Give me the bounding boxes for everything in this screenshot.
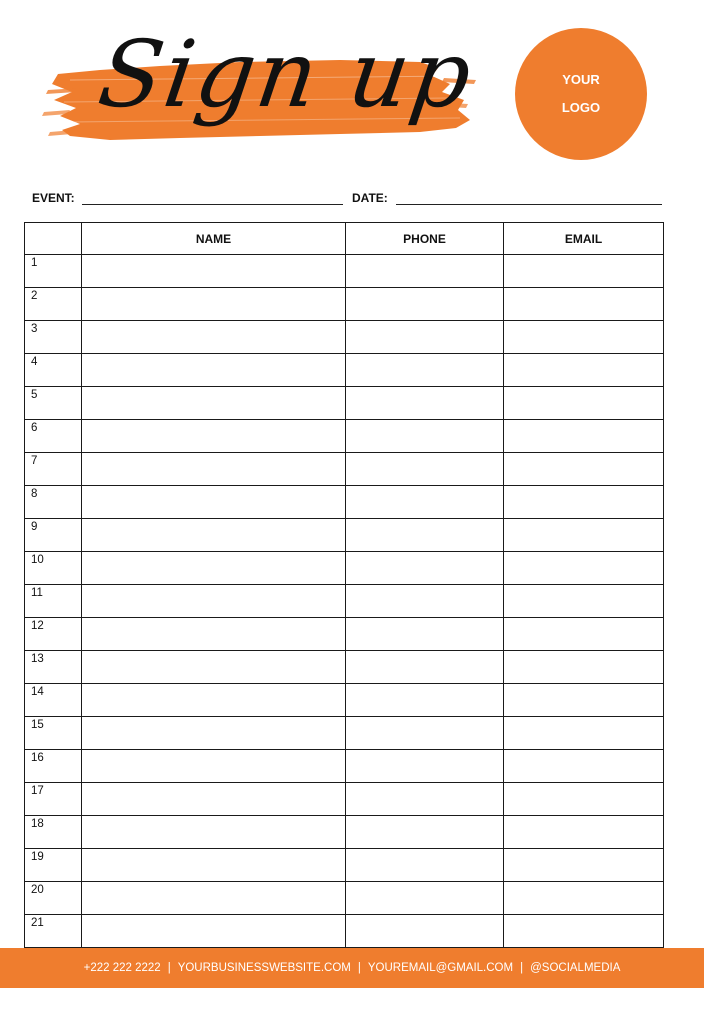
table-row [25,816,664,849]
name-cell[interactable] [82,255,346,288]
table-row [25,618,664,651]
row-number: 16 [25,750,82,783]
row-number: 4 [25,354,82,387]
email-cell[interactable] [504,651,664,684]
row-number: 12 [25,618,82,651]
row-number: 19 [25,849,82,882]
email-cell[interactable] [504,684,664,717]
table-row [25,783,664,816]
phone-cell[interactable] [346,684,504,717]
phone-cell[interactable] [346,915,504,948]
row-number: 5 [25,387,82,420]
phone-cell[interactable] [346,651,504,684]
phone-cell[interactable] [346,453,504,486]
table-row [25,552,664,585]
name-cell[interactable] [82,354,346,387]
phone-cell[interactable] [346,618,504,651]
name-cell[interactable] [82,651,346,684]
phone-cell[interactable] [346,519,504,552]
phone-cell[interactable] [346,420,504,453]
name-cell[interactable] [82,816,346,849]
row-number: 1 [25,255,82,288]
name-cell[interactable] [82,915,346,948]
email-cell[interactable] [504,255,664,288]
name-cell[interactable] [82,717,346,750]
column-header-name: NAME [82,223,346,255]
table-row [25,486,664,519]
name-cell[interactable] [82,519,346,552]
phone-cell[interactable] [346,354,504,387]
footer-separator: | [357,962,361,974]
table-row [25,354,664,387]
row-number: 17 [25,783,82,816]
name-cell[interactable] [82,321,346,354]
signup-table [24,222,664,948]
table-row [25,585,664,618]
logo-text-line1: YOUR [562,72,600,87]
row-number: 14 [25,684,82,717]
row-number: 13 [25,651,82,684]
table-row [25,750,664,783]
name-cell[interactable] [82,387,346,420]
email-cell[interactable] [504,915,664,948]
row-number: 3 [25,321,82,354]
phone-cell[interactable] [346,486,504,519]
table-row [25,453,664,486]
footer-separator: | [520,962,524,974]
table-row [25,288,664,321]
table-row [25,255,664,288]
email-cell[interactable] [504,750,664,783]
row-number: 21 [25,915,82,948]
footer-separator: | [167,962,171,974]
phone-cell[interactable] [346,849,504,882]
phone-cell[interactable] [346,816,504,849]
page-title: Sign up [92,21,480,128]
email-cell[interactable] [504,882,664,915]
row-number: 8 [25,486,82,519]
row-number: 6 [25,420,82,453]
table-row [25,882,664,915]
table-row [25,420,664,453]
name-cell[interactable] [82,486,346,519]
footer-website: YOURBUSINESSWEBSITE.COM [177,962,351,974]
event-label: EVENT: [32,191,75,205]
logo-placeholder [515,28,647,160]
event-date-row [32,190,664,210]
phone-cell[interactable] [346,783,504,816]
name-cell[interactable] [82,618,346,651]
footer-bar [0,948,704,988]
email-cell[interactable] [504,816,664,849]
email-cell[interactable] [504,552,664,585]
table-row [25,717,664,750]
logo-text-line2: LOGO [561,100,601,115]
footer-email: YOUREMAIL@GMAIL.COM [367,962,514,974]
row-number: 15 [25,717,82,750]
date-field[interactable] [396,204,662,205]
table-row [25,519,664,552]
email-cell[interactable] [504,783,664,816]
email-cell[interactable] [504,288,664,321]
row-number: 2 [25,288,82,321]
name-cell[interactable] [82,453,346,486]
date-label: DATE: [352,191,388,205]
email-cell[interactable] [504,585,664,618]
table-row [25,849,664,882]
phone-cell[interactable] [346,750,504,783]
column-header-number [25,223,82,255]
email-cell[interactable] [504,453,664,486]
phone-cell[interactable] [346,585,504,618]
phone-cell[interactable] [346,882,504,915]
email-cell[interactable] [504,519,664,552]
email-cell[interactable] [504,849,664,882]
name-cell[interactable] [82,849,346,882]
row-number: 18 [25,816,82,849]
name-cell[interactable] [82,684,346,717]
table-header-row [25,223,664,255]
name-cell[interactable] [82,552,346,585]
row-number: 20 [25,882,82,915]
email-cell[interactable] [504,387,664,420]
phone-cell[interactable] [346,387,504,420]
column-header-phone: PHONE [346,223,504,255]
email-cell[interactable] [504,618,664,651]
table-row [25,915,664,948]
footer-phone: +222 222 2222 [83,962,161,974]
phone-cell[interactable] [346,552,504,585]
phone-cell[interactable] [346,717,504,750]
header [0,0,704,180]
email-cell[interactable] [504,321,664,354]
row-number: 7 [25,453,82,486]
name-cell[interactable] [82,288,346,321]
email-cell[interactable] [504,420,664,453]
phone-cell[interactable] [346,255,504,288]
phone-cell[interactable] [346,288,504,321]
name-cell[interactable] [82,585,346,618]
table-row [25,387,664,420]
name-cell[interactable] [82,882,346,915]
row-number: 11 [25,585,82,618]
name-cell[interactable] [82,420,346,453]
phone-cell[interactable] [346,321,504,354]
row-number: 9 [25,519,82,552]
column-header-email: EMAIL [504,223,664,255]
email-cell[interactable] [504,717,664,750]
name-cell[interactable] [82,750,346,783]
footer-social: @SOCIALMEDIA [530,962,621,974]
event-field[interactable] [82,204,343,205]
email-cell[interactable] [504,486,664,519]
table-row [25,321,664,354]
row-number: 10 [25,552,82,585]
table-row [25,684,664,717]
name-cell[interactable] [82,783,346,816]
table-row [25,651,664,684]
email-cell[interactable] [504,354,664,387]
